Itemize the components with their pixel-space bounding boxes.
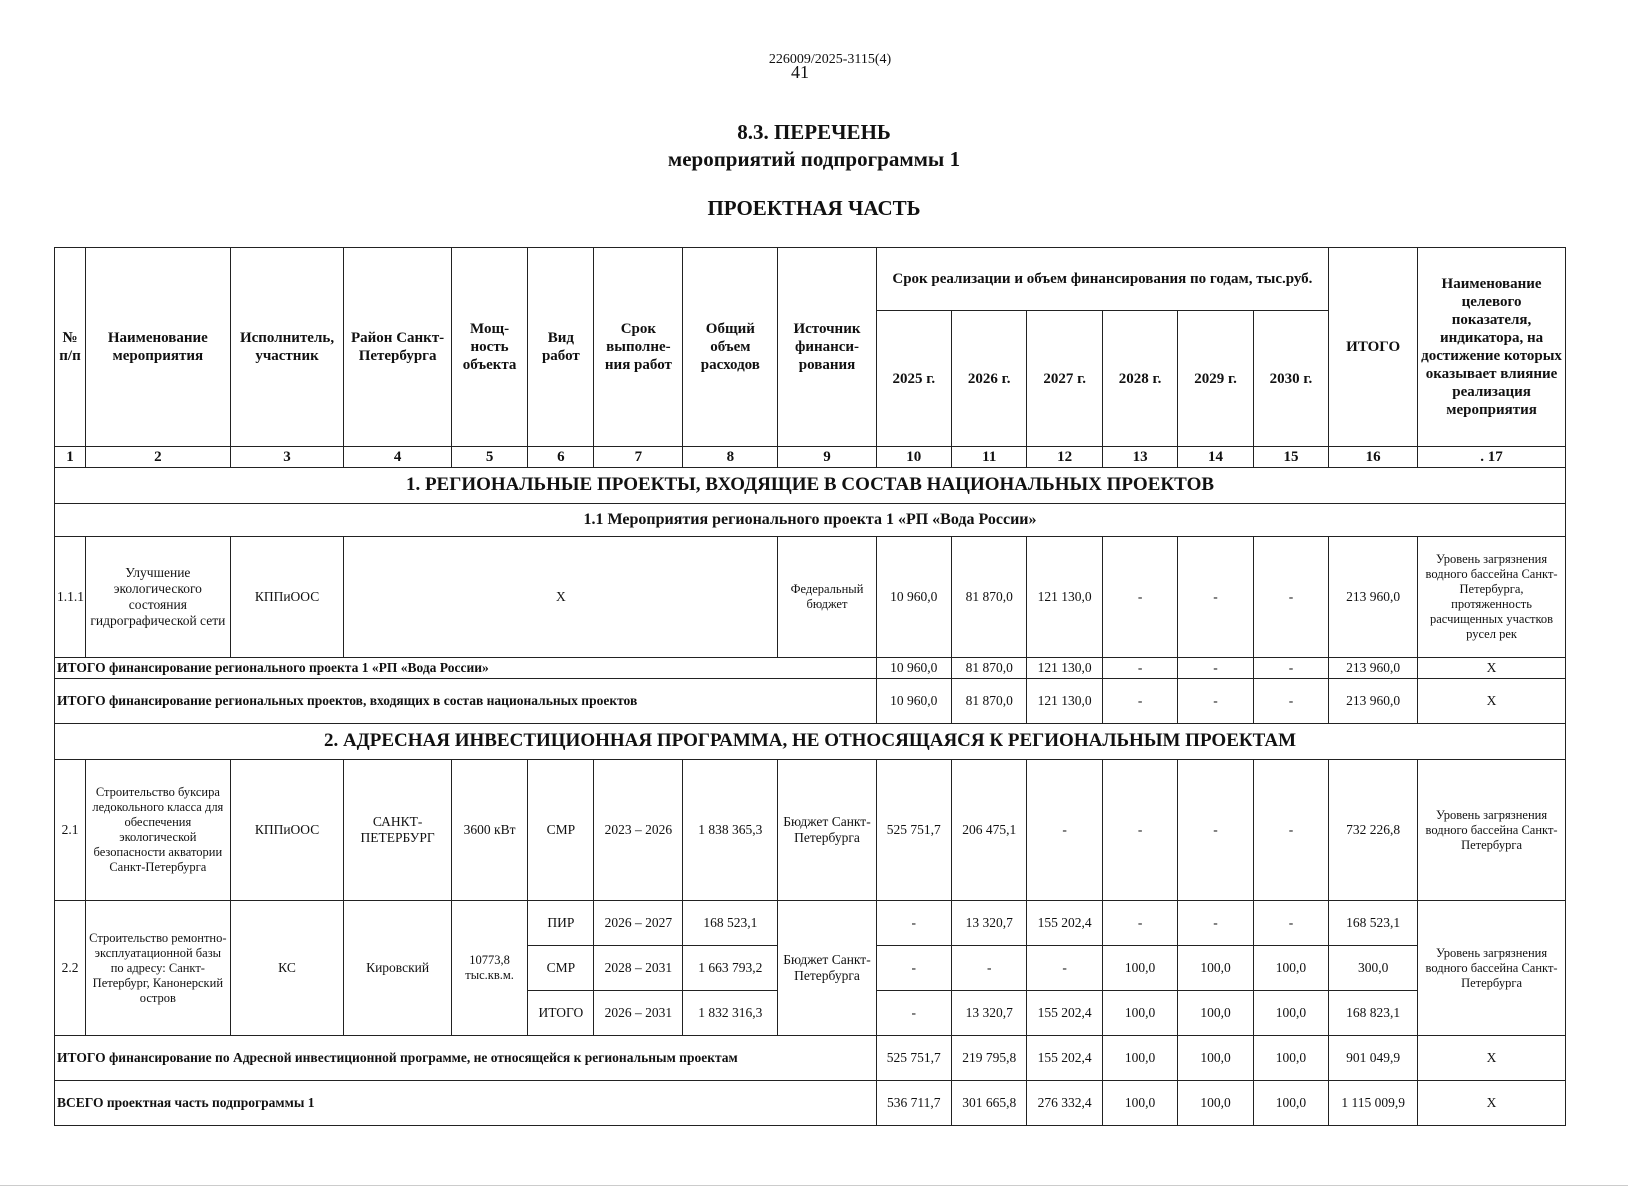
total-section1-row [55,679,1566,724]
grand-total-label: ВСЕГО проектная часть подпрограммы 1 [55,1081,877,1126]
table-row-1-1-1 [55,537,1566,658]
col-itogo-header: ИТОГО [1329,248,1418,447]
row-year-2026: 81 870,0 [952,537,1027,658]
row-term: 2028 – 2031 [594,946,683,991]
col-number: 16 [1329,447,1418,468]
section1-title-row [55,468,1566,504]
row-name: Строительство ремонтно-эксплуатационной базы по адресу: Санкт-Петербург, Канонерский остров [86,901,231,1036]
row-itogo: 168 823,1 [1329,991,1418,1036]
total-year-2025: 10 960,0 [876,658,951,679]
total-project-label: ИТОГО финансирование регионального проекта 1 «РП «Вода России» [55,658,877,679]
section2-title-row [55,724,1566,760]
col-term-header: Срок выполне-ния работ [594,248,683,447]
col-number: 15 [1253,447,1328,468]
section2-title: 2. АДРЕСНАЯ ИНВЕСТИЦИОННАЯ ПРОГРАММА, НЕ ОТНОСЯЩАЯСЯ К РЕГИОНАЛЬНЫМ ПРОЕКТАМ [55,724,1566,760]
col-number: 10 [876,447,951,468]
year-header: 2029 г. [1178,311,1253,447]
year-header: 2025 г. [876,311,951,447]
row-year-2027: - [1027,946,1102,991]
row-itogo: 168 523,1 [1329,901,1418,946]
row-capacity: 10773,8 тыс.кв.м. [451,901,527,1036]
row-executor: КС [230,901,344,1036]
row-year-2028: 100,0 [1102,946,1177,991]
col-source-header: Источник финанси-рования [778,248,876,447]
row-year-2027: - [1027,760,1102,901]
total-year-2030: 100,0 [1253,1036,1328,1081]
table-row-2-2 [55,901,1566,946]
total-itogo: 901 049,9 [1329,1036,1418,1081]
col-name-header: Наименование мероприятия [86,248,231,447]
col-number: 14 [1178,447,1253,468]
row-year-2028: - [1102,901,1177,946]
total-indicator: Х [1418,1081,1566,1126]
row-totalcost: 1 663 793,2 [683,946,778,991]
row-year-2029: - [1178,537,1253,658]
row-year-2030: - [1253,537,1328,658]
row-year-2027: 155 202,4 [1027,991,1102,1036]
total-year-2029: 100,0 [1178,1081,1253,1126]
total-indicator: Х [1418,679,1566,724]
total-section2-label: ИТОГО финансирование по Адресной инвестиционной программе, не относящейся к региональным проектам [55,1036,877,1081]
total-year-2028: - [1102,658,1177,679]
col-number: 9 [778,447,876,468]
col-years-group-header: Срок реализации и объем финансирования по годам, тыс.руб. [876,248,1329,311]
row-num: 1.1.1 [55,537,86,658]
section1-subtitle: 1.1 Мероприятия регионального проекта 1 «РП «Вода России» [55,504,1566,537]
row-year-2029: 100,0 [1178,991,1253,1036]
row-year-2026: 13 320,7 [952,901,1027,946]
total-year-2027: 121 130,0 [1027,658,1102,679]
row-source: Федеральный бюджет [778,537,876,658]
total-project-row [55,658,1566,679]
part-title: ПРОЕКТНАЯ ЧАСТЬ [707,196,921,220]
row-year-2027: 155 202,4 [1027,901,1102,946]
total-year-2030: 100,0 [1253,1081,1328,1126]
total-indicator: Х [1418,1036,1566,1081]
total-section2-row [55,1036,1566,1081]
row-num: 2.2 [55,901,86,1036]
total-year-2025: 10 960,0 [876,679,951,724]
total-year-2025: 536 711,7 [876,1081,951,1126]
page-number: 41 [791,62,809,82]
total-year-2027: 155 202,4 [1027,1036,1102,1081]
row-indicator: Уровень загрязнения водного бассейна Санкт-Петербурга [1418,760,1566,901]
section-subtitle: мероприятий подпрограммы 1 [667,147,961,171]
row-totalcost: 1 838 365,3 [683,760,778,901]
row-year-2025: - [876,946,951,991]
total-indicator: Х [1418,658,1566,679]
measures-table [54,247,1566,1126]
row-num: 2.1 [55,760,86,901]
col-number: 8 [683,447,778,468]
total-year-2027: 121 130,0 [1027,679,1102,724]
section1-title: 1. РЕГИОНАЛЬНЫЕ ПРОЕКТЫ, ВХОДЯЩИЕ В СОСТАВ НАЦИОНАЛЬНЫХ ПРОЕКТОВ [55,468,1566,504]
col-district-header: Район Санкт-Петербурга [344,248,451,447]
row-capacity: 3600 кВт [451,760,527,901]
col-indicator-header: Наименование целевого показателя, индикатора, на достижение которых оказывает влияние реализация мероприятия [1418,248,1566,447]
col-number: 4 [344,447,451,468]
row-year-2026: 13 320,7 [952,991,1027,1036]
total-year-2030: - [1253,658,1328,679]
total-year-2028: 100,0 [1102,1036,1177,1081]
row-year-2030: 100,0 [1253,946,1328,991]
column-numbers-row [55,447,1566,468]
year-header: 2030 г. [1253,311,1328,447]
col-number: 5 [451,447,527,468]
row-itogo: 213 960,0 [1329,537,1418,658]
row-year-2028: - [1102,537,1177,658]
row-year-2025: 525 751,7 [876,760,951,901]
grand-total-row [55,1081,1566,1126]
row-term: 2026 – 2027 [594,901,683,946]
row-term: 2023 – 2026 [594,760,683,901]
row-year-2026: 206 475,1 [952,760,1027,901]
row-source: Бюджет Санкт-Петербурга [778,901,876,1036]
total-section1-label: ИТОГО финансирование региональных проектов, входящих в состав национальных проектов [55,679,877,724]
row-year-2028: 100,0 [1102,991,1177,1036]
row-year-2026: - [952,946,1027,991]
row-indicator: Уровень загрязнения водного бассейна Санкт-Петербурга, протяженность расчищенных участков русел рек [1418,537,1566,658]
table-row-2-1 [55,760,1566,901]
row-source: Бюджет Санкт-Петербурга [778,760,876,901]
total-itogo: 213 960,0 [1329,658,1418,679]
row-year-2029: 100,0 [1178,946,1253,991]
col-number: 7 [594,447,683,468]
row-name: Строительство буксира ледокольного класса для обеспечения экологической безопасности акватории Санкт-Петербурга [86,760,231,901]
row-year-2030: - [1253,760,1328,901]
total-year-2028: - [1102,679,1177,724]
col-num-header: № п/п [55,248,86,447]
total-year-2025: 525 751,7 [876,1036,951,1081]
row-worktype: ИТОГО [528,991,594,1036]
row-year-2028: - [1102,760,1177,901]
col-number: 11 [952,447,1027,468]
row-year-2025: - [876,901,951,946]
row-executor: КППиООС [230,760,344,901]
section-title: 8.3. ПЕРЕЧЕНЬ [737,120,891,144]
row-worktype: СМР [528,760,594,901]
total-year-2027: 276 332,4 [1027,1081,1102,1126]
total-year-2026: 219 795,8 [952,1036,1027,1081]
row-year-2025: 10 960,0 [876,537,951,658]
col-executor-header: Исполнитель, участник [230,248,344,447]
section1-subtitle-row [55,504,1566,537]
row-itogo: 732 226,8 [1329,760,1418,901]
total-itogo: 213 960,0 [1329,679,1418,724]
col-capacity-header: Мощ-ность объекта [451,248,527,447]
page-bottom-divider [0,1185,1628,1186]
row-year-2030: - [1253,901,1328,946]
total-itogo: 1 115 009,9 [1329,1081,1418,1126]
year-header: 2026 г. [952,311,1027,447]
header-row [55,248,1566,311]
row-totalcost: 168 523,1 [683,901,778,946]
row-worktype: СМР [528,946,594,991]
row-itogo: 300,0 [1329,946,1418,991]
total-year-2030: - [1253,679,1328,724]
row-indicator: Уровень загрязнения водного бассейна Санкт-Петербурга [1418,901,1566,1036]
row-merged-x: Х [344,537,778,658]
row-worktype: ПИР [528,901,594,946]
total-year-2026: 301 665,8 [952,1081,1027,1126]
col-number: 6 [528,447,594,468]
col-number: 1 [55,447,86,468]
row-district: САНКТ-ПЕТЕРБУРГ [344,760,451,901]
row-name: Улучшение экологического состояния гидрографической сети [86,537,231,658]
col-number: 13 [1102,447,1177,468]
document-number: 226009/2025-3115(4) [768,52,892,67]
col-totalcost-header: Общий объем расходов [683,248,778,447]
row-year-2029: - [1178,760,1253,901]
total-year-2029: - [1178,658,1253,679]
col-number: 3 [230,447,344,468]
row-year-2030: 100,0 [1253,991,1328,1036]
total-year-2029: - [1178,679,1253,724]
year-header: 2027 г. [1027,311,1102,447]
row-year-2029: - [1178,901,1253,946]
col-number: 12 [1027,447,1102,468]
total-year-2028: 100,0 [1102,1081,1177,1126]
total-year-2029: 100,0 [1178,1036,1253,1081]
col-worktype-header: Вид работ [528,248,594,447]
row-year-2025: - [876,991,951,1036]
col-number: 2 [86,447,231,468]
row-term: 2026 – 2031 [594,991,683,1036]
total-year-2026: 81 870,0 [952,679,1027,724]
year-header: 2028 г. [1102,311,1177,447]
total-year-2026: 81 870,0 [952,658,1027,679]
row-district: Кировский [344,901,451,1036]
row-executor: КППиООС [230,537,344,658]
col-number: . 17 [1418,447,1566,468]
row-year-2027: 121 130,0 [1027,537,1102,658]
row-totalcost: 1 832 316,3 [683,991,778,1036]
